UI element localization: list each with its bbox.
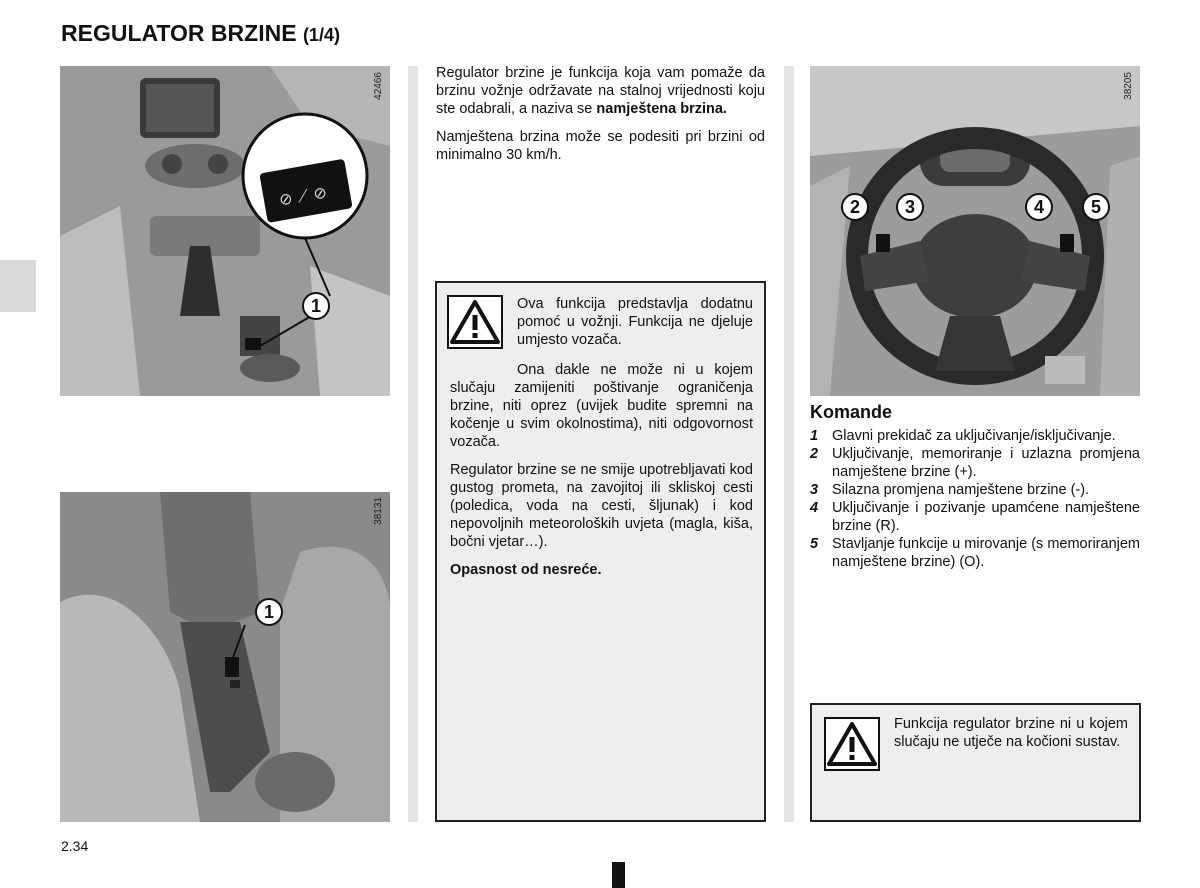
page-title: [61, 20, 340, 47]
komande-item: [810, 481, 1140, 499]
intro-p1-text: Regulator brzine je funkcija koja vam pomaže da brzinu vožnje održavate na stalnoj vrijednosti koju ste odabrali, a naziva se: [436, 65, 765, 117]
komande-item-text: Silazna promjena namještene brzine (-).: [832, 482, 1090, 498]
photo-code-bottom-left: 38131: [373, 497, 384, 525]
warning-box-small: [810, 703, 1141, 822]
photo-cruise-switch-seats: [60, 492, 390, 822]
callout-1-top-label: 1: [310, 296, 321, 316]
warning-small-text: Funkcija regulator brzine ni u kojem slučaju ne utječe na kočioni sustav.: [894, 716, 1128, 750]
title-part: (1/4): [302, 25, 340, 45]
komande-item-number: 5: [810, 536, 819, 552]
title-text: REGULATOR BRZINE: [61, 20, 297, 46]
callout-1-top: [302, 292, 330, 320]
komande-item-text: Glavni prekidač za uključivanje/isključivanje.: [832, 428, 1116, 444]
komande-item: [810, 427, 1140, 445]
photo-steering-wheel: [810, 66, 1140, 396]
komande-item-text: Uključivanje, memoriranje i uzlazna promjena namještene brzine (+).: [832, 446, 1140, 480]
komande-item-text: Stavljanje funkcije u mirovanje (s memoriranjem namještene brzine) (O).: [832, 536, 1140, 570]
callout-5: [1082, 193, 1110, 221]
komande-item: [810, 535, 1140, 571]
komande-item-number: 3: [810, 482, 819, 498]
callout-5-label: 5: [1090, 197, 1101, 217]
warning-triangle-icon: [824, 717, 880, 771]
komande-list: [810, 427, 1140, 571]
callout-2: [841, 193, 869, 221]
photo-code-top-left: 42466: [373, 72, 384, 100]
page-edge-marker: [612, 862, 625, 888]
callout-4: [1025, 193, 1053, 221]
warning-box-main: [435, 281, 766, 822]
warning-main-text-body: [450, 361, 753, 589]
svg-text:⊘ ⟋ ⊘: ⊘ ⟋ ⊘: [277, 182, 329, 210]
chapter-tab: [0, 260, 36, 312]
intro-p1-bold: namještena brzina.: [596, 101, 727, 117]
intro-paragraph-1: [436, 64, 765, 118]
photo-cruise-switch-console: [60, 66, 390, 396]
komande-item: [810, 445, 1140, 481]
callout-1-bottom-label: 1: [263, 602, 274, 622]
intro-paragraph-2: Namještena brzina može se podesiti pri brzini od minimalno 30 km/h.: [436, 129, 765, 163]
warning-main-p3: Regulator brzine se ne smije upotrebljavati kod gustog prometa, na zavojitoj ili skliskoj cesti (poledica, voda na cesti, šljunak) i kod nepovoljnih meteoroloških uvjeta (magla, kiša, bočni vjetar…).: [450, 462, 753, 550]
column-gutter-right: [784, 66, 794, 822]
intro-text: [436, 64, 765, 174]
callout-2-label: 2: [849, 197, 860, 217]
komande-item-number: 1: [810, 428, 819, 444]
komande-item: [810, 499, 1140, 535]
callout-1-bottom: [255, 598, 283, 626]
warning-main-p4: Opasnost od nesreće.: [450, 562, 602, 578]
callout-4-label: 4: [1033, 197, 1044, 217]
komande-item-number: 2: [810, 446, 819, 462]
column-gutter-left: [408, 66, 418, 822]
komande-item-number: 4: [810, 500, 819, 516]
callout-3: [896, 193, 924, 221]
warning-main-p1: Ova funkcija predstavlja dodatnu pomoć u vožnji. Funkcija ne djeluje umjesto vozača.: [517, 296, 753, 348]
warning-main-text-top: [517, 295, 753, 359]
warning-triangle-icon: [447, 295, 503, 349]
warning-main-p2: Ona dakle ne može ni u kojem slučaju zamijeniti poštivanje ograničenja brzine, niti oprez (uvijek budite spremni na kočenje u svim okolnostima), niti odgovornost vozača.: [450, 362, 753, 450]
komande-item-text: Uključivanje i pozivanje upamćene namještene brzine (R).: [832, 500, 1140, 534]
page-number: 2.34: [61, 838, 89, 854]
photo-code-right: 38205: [1123, 72, 1134, 100]
komande-heading: Komande: [810, 402, 893, 422]
callout-3-label: 3: [904, 197, 915, 217]
